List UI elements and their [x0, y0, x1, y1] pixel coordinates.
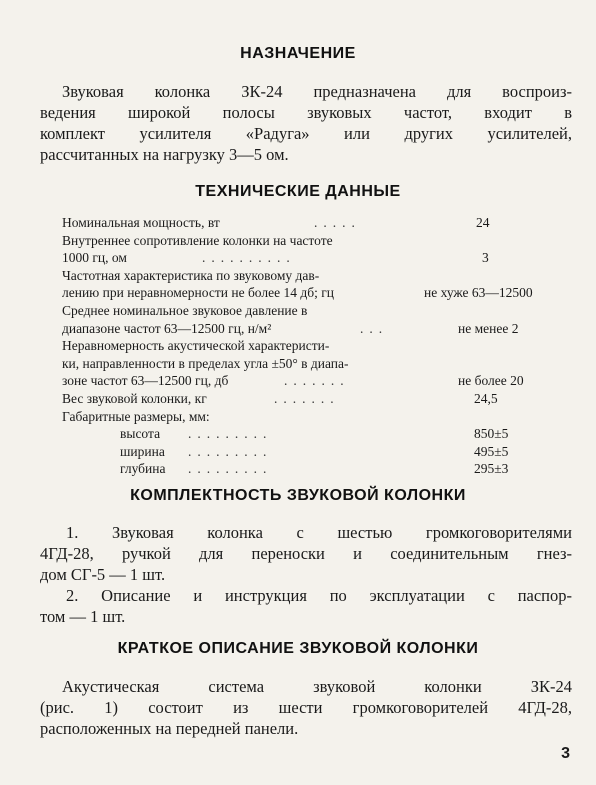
- text-line: расположенных на передней панели.: [40, 719, 299, 738]
- spec-label: Номинальная мощность, вт: [62, 215, 220, 230]
- text-line: дом СГ-5 — 1 шт.: [40, 565, 166, 584]
- spec-label: Габаритные размеры, мм:: [62, 408, 210, 424]
- spec-value: 295±3: [474, 461, 509, 477]
- spec-row: [62, 408, 582, 426]
- spec-row: ширина ......... 495±5: [120, 443, 509, 459]
- section-title-description: КРАТКОЕ ОПИСАНИЕ ЗВУКОВОЙ КОЛОНКИ: [117, 640, 479, 657]
- spec-label: ки, направленности в пределах угла ±50° в диапа-: [62, 355, 349, 371]
- spec-row: диапазоне частот 63—12500 гц, н/м² ... не менее 2: [62, 320, 519, 336]
- spec-label: глубина: [120, 461, 166, 477]
- spec-label: 1000 гц, ом: [62, 250, 127, 266]
- spec-value: 3: [482, 250, 489, 266]
- text-line: 4ГД-28, ручкой для переноски и соединительным гнез-: [40, 544, 572, 563]
- spec-label: лению при неравномерности не более 14 дб; гц: [62, 285, 334, 301]
- spec-label: Частотная характеристика по звуковому дав-: [62, 267, 320, 283]
- spec-value: 24,5: [474, 390, 498, 406]
- spec-label: ширина: [120, 443, 165, 459]
- text-line: комплект усилителя «Радуга» или других усилителей,: [40, 124, 572, 143]
- text-line: Акустическая система звуковой колонки ЗК-24: [62, 677, 572, 696]
- spec-row: высота ......... 850±5: [120, 426, 509, 442]
- spec-value: 495±5: [474, 443, 509, 459]
- spec-row: [62, 337, 582, 355]
- purpose-paragraph: [40, 81, 572, 165]
- spec-row: 1000 гц, ом .......... 3: [62, 250, 489, 266]
- text-line: Звуковая колонка ЗК-24 предназначена для воспроиз-: [62, 82, 572, 101]
- spec-label: Среднее номинальное звуковое давление в: [62, 302, 308, 318]
- text-line: рассчитанных на нагрузку 3—5 ом.: [40, 145, 289, 164]
- section-title-purpose: НАЗНАЧЕНИЕ: [240, 45, 356, 62]
- spec-row: [62, 355, 582, 373]
- text-line: 1. Звуковая колонка с шестью громкоговорителями: [66, 523, 572, 542]
- spec-value: 24: [476, 215, 490, 230]
- spec-value: не менее 2: [458, 320, 519, 336]
- section-title-kit: КОМПЛЕКТНОСТЬ ЗВУКОВОЙ КОЛОНКИ: [130, 487, 466, 504]
- spec-row: [62, 284, 582, 302]
- spec-row: зоне частот 63—12500 гц, дб ....... не более 20: [62, 373, 524, 389]
- text-line: том — 1 шт.: [40, 607, 126, 626]
- text-line: 2. Описание и инструкция по эксплуатации с паспор-: [66, 586, 572, 605]
- spec-row: [62, 267, 582, 285]
- spec-label: высота: [120, 426, 161, 442]
- section-title-tech: ТЕХНИЧЕСКИЕ ДАННЫЕ: [195, 183, 401, 200]
- spec-label: зоне частот 63—12500 гц, дб: [62, 373, 229, 389]
- specs-table: [62, 214, 582, 478]
- spec-label: Внутреннее сопротивление колонки на частоте: [62, 232, 333, 248]
- text-line: (рис. 1) состоит из шести громкоговорителей 4ГД-28,: [40, 698, 572, 717]
- kit-paragraph: [40, 522, 572, 627]
- spec-row: Номинальная мощность, вт .....: [62, 215, 361, 230]
- spec-label: Неравномерность акустической характеристи-: [62, 338, 330, 354]
- page-number: 3: [561, 745, 570, 762]
- spec-value: не хуже 63—12500: [424, 285, 533, 301]
- spec-value: 850±5: [474, 426, 509, 442]
- spec-row: Вес звуковой колонки, кг ....... 24,5: [62, 390, 498, 406]
- description-paragraph: [40, 676, 572, 739]
- spec-row: глубина ......... 295±3: [120, 461, 509, 477]
- spec-row: [62, 302, 582, 320]
- text-line: ведения широкой полосы звуковых частот, входит в: [40, 103, 572, 122]
- spec-label: Вес звуковой колонки, кг: [62, 390, 207, 406]
- spec-label: диапазоне частот 63—12500 гц, н/м²: [62, 320, 272, 336]
- spec-row: [62, 232, 582, 250]
- spec-value: не более 20: [458, 373, 524, 389]
